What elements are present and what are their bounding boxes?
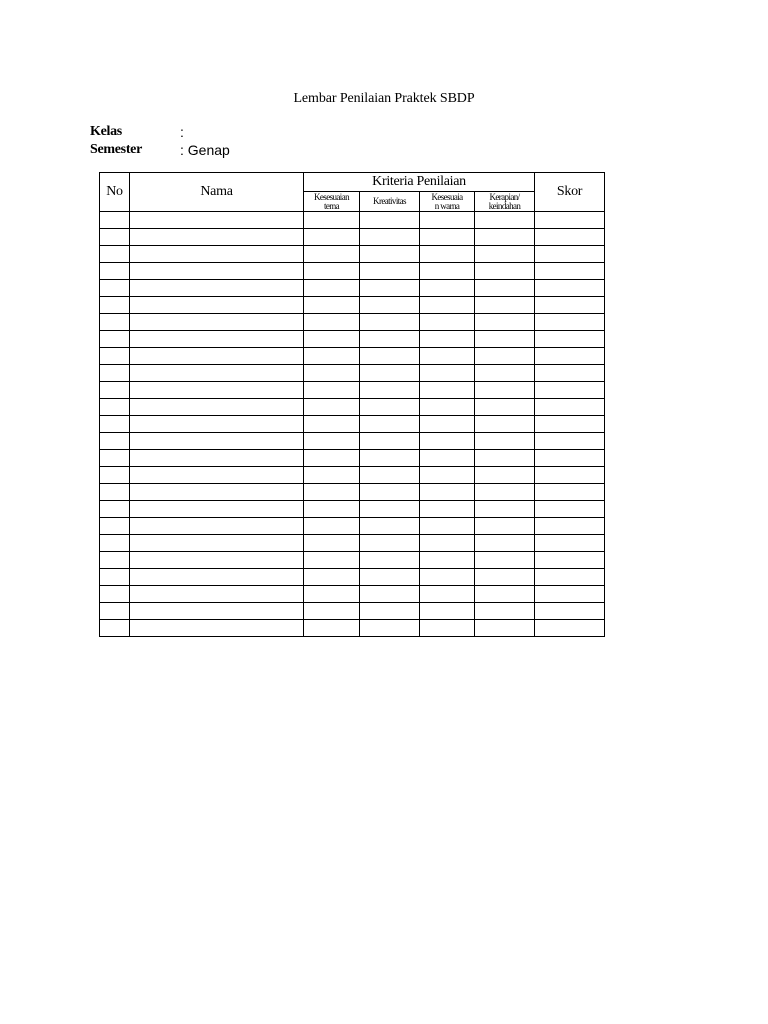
kelas-value: : xyxy=(180,124,184,140)
table-row xyxy=(100,433,605,450)
cell-kerapian xyxy=(475,552,535,569)
cell-kerapian xyxy=(475,314,535,331)
table-row xyxy=(100,382,605,399)
header-criterion-kreativitas xyxy=(360,192,420,212)
cell-nama xyxy=(130,518,304,535)
cell-skor xyxy=(535,331,605,348)
table-row xyxy=(100,620,605,637)
cell-kesesuaian-tema xyxy=(304,263,360,280)
cell-kesesuaian-tema xyxy=(304,501,360,518)
cell-skor xyxy=(535,552,605,569)
cell-kesesuaian-warna xyxy=(420,467,475,484)
cell-nama xyxy=(130,535,304,552)
cell-skor xyxy=(535,535,605,552)
cell-kesesuaian-warna xyxy=(420,518,475,535)
cell-kreativitas xyxy=(360,348,420,365)
cell-no xyxy=(100,518,130,535)
cell-kreativitas xyxy=(360,501,420,518)
cell-kesesuaian-tema xyxy=(304,552,360,569)
cell-kesesuaian-tema xyxy=(304,365,360,382)
cell-kesesuaian-warna xyxy=(420,535,475,552)
cell-skor xyxy=(535,348,605,365)
cell-kesesuaian-tema xyxy=(304,246,360,263)
cell-kreativitas xyxy=(360,382,420,399)
table-row xyxy=(100,314,605,331)
cell-nama xyxy=(130,246,304,263)
cell-nama xyxy=(130,263,304,280)
cell-kesesuaian-warna xyxy=(420,229,475,246)
cell-kreativitas xyxy=(360,416,420,433)
cell-kerapian xyxy=(475,450,535,467)
cell-kreativitas xyxy=(360,450,420,467)
cell-nama xyxy=(130,569,304,586)
cell-no xyxy=(100,280,130,297)
cell-nama xyxy=(130,297,304,314)
cell-kesesuaian-warna xyxy=(420,603,475,620)
table-row xyxy=(100,365,605,382)
cell-no xyxy=(100,229,130,246)
cell-no xyxy=(100,501,130,518)
table-row xyxy=(100,569,605,586)
cell-kerapian xyxy=(475,280,535,297)
cell-kesesuaian-warna xyxy=(420,212,475,229)
cell-skor xyxy=(535,484,605,501)
cell-kesesuaian-tema xyxy=(304,348,360,365)
table-row xyxy=(100,348,605,365)
cell-kerapian xyxy=(475,416,535,433)
cell-nama xyxy=(130,467,304,484)
cell-kesesuaian-warna xyxy=(420,399,475,416)
cell-kreativitas xyxy=(360,314,420,331)
cell-kesesuaian-tema xyxy=(304,399,360,416)
table-row xyxy=(100,603,605,620)
cell-skor xyxy=(535,229,605,246)
cell-skor xyxy=(535,620,605,637)
cell-kerapian xyxy=(475,246,535,263)
cell-nama xyxy=(130,484,304,501)
cell-skor xyxy=(535,450,605,467)
cell-no xyxy=(100,365,130,382)
cell-kreativitas xyxy=(360,569,420,586)
table-row xyxy=(100,297,605,314)
cell-no xyxy=(100,348,130,365)
cell-kreativitas xyxy=(360,331,420,348)
cell-kerapian xyxy=(475,229,535,246)
table-row xyxy=(100,501,605,518)
cell-kreativitas xyxy=(360,535,420,552)
cell-kreativitas xyxy=(360,518,420,535)
cell-kesesuaian-warna xyxy=(420,331,475,348)
cell-kerapian xyxy=(475,348,535,365)
cell-kesesuaian-warna xyxy=(420,348,475,365)
kelas-label: Kelas xyxy=(90,124,122,139)
cell-kesesuaian-tema xyxy=(304,314,360,331)
cell-kreativitas xyxy=(360,280,420,297)
cell-kesesuaian-warna xyxy=(420,263,475,280)
cell-kesesuaian-warna xyxy=(420,297,475,314)
cell-kesesuaian-tema xyxy=(304,280,360,297)
assessment-table xyxy=(99,172,605,637)
header-criterion-kesesuaian-warna xyxy=(420,192,475,212)
criterion-line2: n warna xyxy=(434,200,460,211)
criterion-line1: Kesesuaian xyxy=(314,191,349,202)
cell-skor xyxy=(535,518,605,535)
cell-nama xyxy=(130,331,304,348)
cell-kesesuaian-tema xyxy=(304,416,360,433)
cell-no xyxy=(100,535,130,552)
cell-kerapian xyxy=(475,535,535,552)
table-row xyxy=(100,212,605,229)
cell-nama xyxy=(130,382,304,399)
cell-kreativitas xyxy=(360,552,420,569)
table-row xyxy=(100,246,605,263)
cell-kreativitas xyxy=(360,297,420,314)
cell-kerapian xyxy=(475,212,535,229)
table-row xyxy=(100,586,605,603)
cell-kreativitas xyxy=(360,467,420,484)
cell-no xyxy=(100,467,130,484)
cell-kreativitas xyxy=(360,399,420,416)
cell-nama xyxy=(130,501,304,518)
cell-kreativitas xyxy=(360,212,420,229)
table-body xyxy=(100,212,605,637)
cell-no xyxy=(100,552,130,569)
cell-kreativitas xyxy=(360,229,420,246)
table-row xyxy=(100,280,605,297)
header-kriteria-penilaian: Kriteria Penilaian xyxy=(304,173,535,192)
cell-kerapian xyxy=(475,365,535,382)
cell-kerapian xyxy=(475,297,535,314)
cell-no xyxy=(100,586,130,603)
cell-kreativitas xyxy=(360,484,420,501)
header-skor: Skor xyxy=(535,173,605,212)
table-row xyxy=(100,467,605,484)
cell-skor xyxy=(535,416,605,433)
cell-kerapian xyxy=(475,603,535,620)
table-row xyxy=(100,399,605,416)
cell-kesesuaian-warna xyxy=(420,246,475,263)
cell-nama xyxy=(130,348,304,365)
table-row xyxy=(100,331,605,348)
cell-nama xyxy=(130,620,304,637)
cell-kesesuaian-tema xyxy=(304,467,360,484)
cell-kesesuaian-warna xyxy=(420,416,475,433)
cell-skor xyxy=(535,586,605,603)
cell-kesesuaian-tema xyxy=(304,450,360,467)
cell-kesesuaian-tema xyxy=(304,297,360,314)
cell-kerapian xyxy=(475,331,535,348)
cell-skor xyxy=(535,280,605,297)
cell-no xyxy=(100,399,130,416)
criterion-line2: keindahan xyxy=(488,200,521,211)
cell-no xyxy=(100,569,130,586)
cell-skor xyxy=(535,501,605,518)
table-row xyxy=(100,552,605,569)
cell-nama xyxy=(130,399,304,416)
cell-no xyxy=(100,603,130,620)
cell-no xyxy=(100,263,130,280)
cell-kesesuaian-warna xyxy=(420,314,475,331)
criterion-line2: tema xyxy=(323,200,340,211)
cell-nama xyxy=(130,450,304,467)
cell-nama xyxy=(130,280,304,297)
criterion-line1: Kerapian/ xyxy=(489,191,520,202)
cell-kreativitas xyxy=(360,365,420,382)
cell-skor xyxy=(535,569,605,586)
cell-kerapian xyxy=(475,518,535,535)
table-row xyxy=(100,535,605,552)
cell-skor xyxy=(535,365,605,382)
cell-kesesuaian-tema xyxy=(304,620,360,637)
cell-skor xyxy=(535,467,605,484)
cell-no xyxy=(100,620,130,637)
cell-kesesuaian-tema xyxy=(304,518,360,535)
cell-no xyxy=(100,297,130,314)
table-row xyxy=(100,229,605,246)
cell-kreativitas xyxy=(360,620,420,637)
cell-kesesuaian-tema xyxy=(304,484,360,501)
cell-nama xyxy=(130,552,304,569)
cell-kerapian xyxy=(475,433,535,450)
cell-skor xyxy=(535,603,605,620)
cell-kreativitas xyxy=(360,263,420,280)
cell-kesesuaian-tema xyxy=(304,212,360,229)
cell-skor xyxy=(535,314,605,331)
table-row xyxy=(100,484,605,501)
cell-kerapian xyxy=(475,586,535,603)
cell-kesesuaian-tema xyxy=(304,331,360,348)
cell-kesesuaian-tema xyxy=(304,569,360,586)
cell-kerapian xyxy=(475,484,535,501)
cell-skor xyxy=(535,212,605,229)
cell-kesesuaian-warna xyxy=(420,450,475,467)
cell-no xyxy=(100,314,130,331)
cell-skor xyxy=(535,263,605,280)
cell-nama xyxy=(130,586,304,603)
cell-kerapian xyxy=(475,501,535,518)
cell-skor xyxy=(535,382,605,399)
header-nama: Nama xyxy=(130,173,304,212)
cell-nama xyxy=(130,314,304,331)
cell-no xyxy=(100,331,130,348)
header-no: No xyxy=(100,173,130,212)
cell-kerapian xyxy=(475,263,535,280)
table-row xyxy=(100,263,605,280)
cell-nama xyxy=(130,603,304,620)
cell-kesesuaian-warna xyxy=(420,365,475,382)
cell-nama xyxy=(130,433,304,450)
cell-kerapian xyxy=(475,620,535,637)
cell-kesesuaian-warna xyxy=(420,484,475,501)
cell-skor xyxy=(535,399,605,416)
cell-kreativitas xyxy=(360,246,420,263)
criterion-line1: Kesesuaia xyxy=(431,191,463,202)
cell-kesesuaian-tema xyxy=(304,586,360,603)
cell-kesesuaian-warna xyxy=(420,552,475,569)
header-criterion-kesesuaian-tema xyxy=(304,192,360,212)
cell-nama xyxy=(130,416,304,433)
cell-kesesuaian-tema xyxy=(304,382,360,399)
semester-label: Semester xyxy=(90,142,143,157)
cell-kreativitas xyxy=(360,433,420,450)
cell-nama xyxy=(130,212,304,229)
header-criterion-kerapian-keindahan xyxy=(475,192,535,212)
cell-kesesuaian-warna xyxy=(420,280,475,297)
cell-kesesuaian-warna xyxy=(420,433,475,450)
cell-no xyxy=(100,433,130,450)
cell-kesesuaian-tema xyxy=(304,433,360,450)
cell-kerapian xyxy=(475,569,535,586)
cell-no xyxy=(100,416,130,433)
cell-no xyxy=(100,450,130,467)
cell-skor xyxy=(535,433,605,450)
cell-kesesuaian-warna xyxy=(420,569,475,586)
page-title: Lembar Penilaian Praktek SBDP xyxy=(293,91,475,106)
cell-no xyxy=(100,212,130,229)
table-row xyxy=(100,450,605,467)
criterion-line1: Kreativitas xyxy=(373,196,406,206)
cell-no xyxy=(100,484,130,501)
cell-kerapian xyxy=(475,399,535,416)
cell-no xyxy=(100,246,130,263)
cell-kerapian xyxy=(475,467,535,484)
table-row xyxy=(100,416,605,433)
cell-nama xyxy=(130,365,304,382)
cell-kesesuaian-tema xyxy=(304,535,360,552)
cell-skor xyxy=(535,246,605,263)
cell-kreativitas xyxy=(360,603,420,620)
cell-kesesuaian-warna xyxy=(420,586,475,603)
semester-value: : Genap xyxy=(180,142,230,158)
cell-kesesuaian-warna xyxy=(420,501,475,518)
cell-kesesuaian-warna xyxy=(420,620,475,637)
cell-skor xyxy=(535,297,605,314)
cell-nama xyxy=(130,229,304,246)
cell-kreativitas xyxy=(360,586,420,603)
table-row xyxy=(100,518,605,535)
cell-kesesuaian-tema xyxy=(304,603,360,620)
cell-kerapian xyxy=(475,382,535,399)
cell-kesesuaian-tema xyxy=(304,229,360,246)
cell-kesesuaian-warna xyxy=(420,382,475,399)
cell-no xyxy=(100,382,130,399)
